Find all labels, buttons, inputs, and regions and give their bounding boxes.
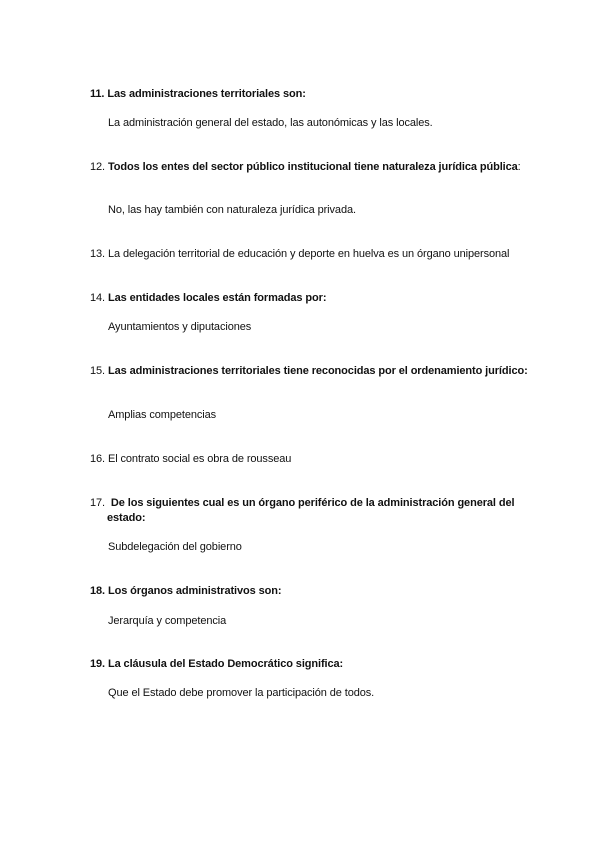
question-15 <box>90 364 530 379</box>
question-text: El contrato social es obra de rousseau <box>107 453 292 465</box>
question-18 <box>90 584 540 599</box>
question-number: 14. <box>90 292 105 304</box>
question-13 <box>90 247 560 262</box>
question-number: 13. <box>90 248 105 260</box>
answer-18: Jerarquía y competencia <box>108 615 227 627</box>
question-16 <box>90 452 540 467</box>
question-text: Las administraciones territoriales tiene reconocidas por el ordenamiento jurídico: <box>107 365 528 377</box>
question-number: 17. <box>90 497 105 509</box>
answer-15: Amplias competencias <box>108 409 217 421</box>
question-suffix: : <box>517 161 521 173</box>
question-number: 12. <box>90 161 105 173</box>
question-number: 15. <box>90 365 105 377</box>
question-number: 11. <box>90 88 105 100</box>
question-text: Los órganos administrativos son: <box>107 585 282 597</box>
question-text: La cláusula del Estado Democrático significa: <box>107 658 344 670</box>
question-text: La delegación territorial de educación y deporte en huelva es un órgano unipersonal <box>107 248 510 260</box>
question-number: 16. <box>90 453 105 465</box>
question-text: De los siguientes cual es un órgano periférico de la administración general del estado: <box>107 497 515 524</box>
question-12 <box>90 160 540 175</box>
question-14 <box>90 291 540 306</box>
question-number: 18. <box>90 585 105 597</box>
answer-12: No, las hay también con naturaleza jurídica privada. <box>108 204 356 216</box>
question-text: Las entidades locales están formadas por: <box>107 292 327 304</box>
answer-17: Subdelegación del gobierno <box>108 541 242 553</box>
answer-19: Que el Estado debe promover la participación de todos. <box>108 687 375 699</box>
question-text: Las administraciones territoriales son: <box>107 88 306 100</box>
question-11 <box>90 87 540 102</box>
answer-11: La administración general del estado, las autonómicas y las locales. <box>108 117 433 129</box>
answer-14: Ayuntamientos y diputaciones <box>108 321 252 333</box>
question-19 <box>90 657 540 672</box>
question-17 <box>90 496 540 526</box>
question-text: Todos los entes del sector público institucional tiene naturaleza jurídica pública <box>107 161 518 173</box>
question-number: 19. <box>90 658 105 670</box>
